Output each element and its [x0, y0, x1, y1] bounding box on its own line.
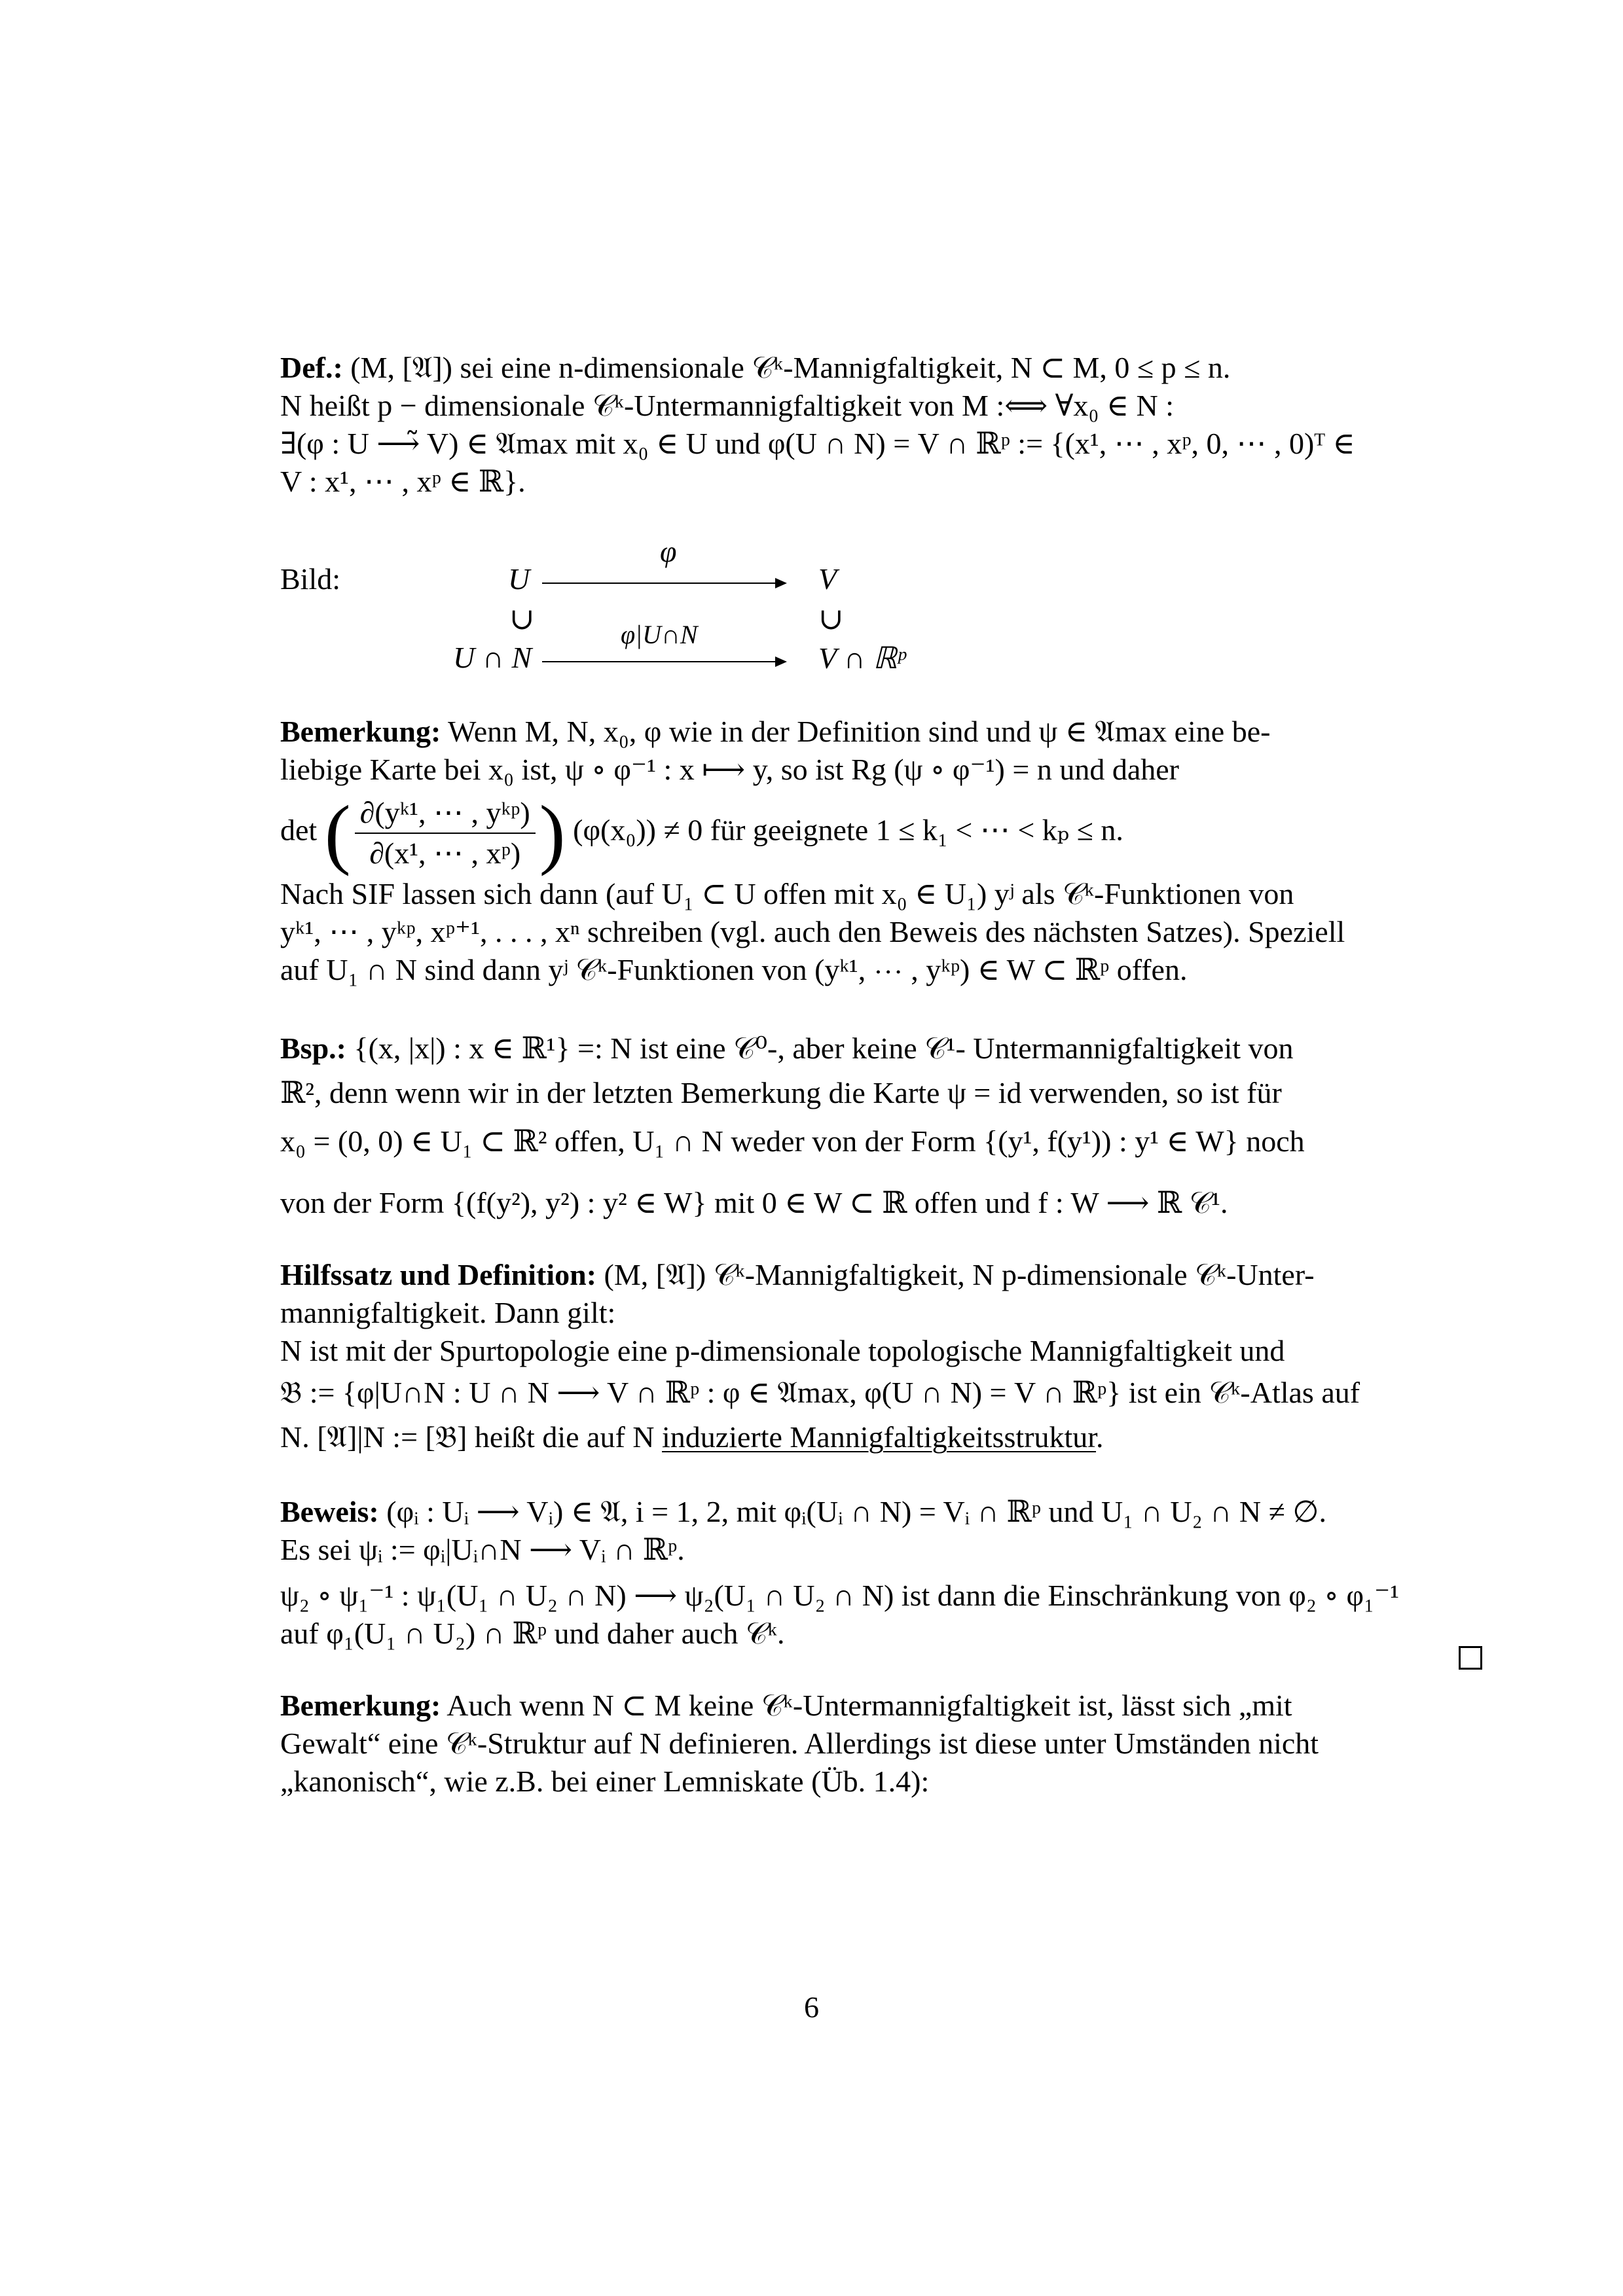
diagram-top-right: V	[818, 562, 837, 596]
def-label: Def.:	[280, 351, 343, 384]
jacobian-fraction	[355, 793, 536, 873]
diagram-bottom-arrow-label: φ|U∩N	[621, 620, 698, 649]
det-rest: (φ(x₀)) ≠ 0 für geeignete 1 ≤ k₁ < ⋯ < kₚ ≤ n.	[573, 813, 1123, 847]
remark2-line-3: „kanonisch“, wie z.B. bei einer Lemniskate (Üb. 1.4):	[280, 1765, 930, 1798]
lemma-line-4: 𝔅 := {φ|U∩N : U ∩ N ⟶ V ∩ ℝᵖ : φ ∈ 𝔄max, φ(U ∩ N) = V ∩ ℝᵖ} ist ein 𝒞ᵏ-Atlas auf	[280, 1376, 1360, 1409]
diagram-top-left: U	[508, 562, 530, 596]
right-paren: )	[539, 789, 566, 876]
diagram-bottom-left: U ∩ N	[453, 641, 532, 674]
remark1-label: Bemerkung:	[280, 715, 441, 748]
lemma-label: Hilfssatz und Definition:	[280, 1258, 597, 1291]
example-text-1: {(x, |x|) : x ∈ ℝ¹} =: N ist eine 𝒞⁰-, aber keine 𝒞¹- Untermannigfaltigkeit von	[354, 1031, 1294, 1065]
example-line-1	[280, 1030, 1498, 1067]
diagram-label: Bild:	[280, 562, 341, 596]
remark1-text-1: Wenn M, N, x₀, φ wie in der Definition sind und ψ ∈ 𝔄max eine be-	[448, 715, 1271, 748]
induced-structure-term: induzierte Mannigfaltigkeitsstruktur	[662, 1420, 1097, 1454]
diagram-bottom-arrow	[542, 661, 784, 662]
remark1-det-line	[280, 789, 1498, 876]
diagram-top-arrow-label: φ	[660, 535, 677, 568]
lemma-text-5a: N. [𝔄]|N := [𝔅] heißt die auf N	[280, 1420, 655, 1454]
det-label: det	[280, 813, 318, 847]
example-line-3: x₀ = (0, 0) ∈ U₁ ⊂ ℝ² offen, U₁ ∩ N weder von der Form {(y¹, f(y¹)) : y¹ ∈ W} noch	[280, 1124, 1305, 1158]
lemma-line-2: mannigfaltigkeit. Dann gilt:	[280, 1296, 616, 1329]
example-label: Bsp.:	[280, 1031, 346, 1065]
remark1-line-1	[280, 713, 1498, 750]
page-number: 6	[804, 1990, 819, 2024]
def-line-3: ∃(φ : U ⟶̃ V) ∈ 𝔄max mit x₀ ∈ U und φ(U ∩ N) = V ∩ ℝᵖ := {(x¹, ⋯ , xᵖ, 0, ⋯ , 0)ᵀ ∈	[280, 427, 1355, 460]
remark2-text-1: Auch wenn N ⊂ M keine 𝒞ᵏ-Untermannigfaltigkeit ist, lässt sich „mit	[447, 1689, 1292, 1722]
diagram-bottom-right: V ∩ ℝᵖ	[818, 641, 905, 675]
remark1-line-2: liebige Karte bei x₀ ist, ψ ∘ φ⁻¹ : x ⟼ y, so ist Rg (ψ ∘ φ⁻¹) = n und daher	[280, 753, 1179, 786]
remark1-line-4: Nach SIF lassen sich dann (auf U₁ ⊂ U offen mit x₀ ∈ U₁) yʲ als 𝒞ᵏ-Funktionen von	[280, 877, 1294, 910]
lemma-line-5	[280, 1419, 1498, 1456]
qed-box	[1459, 1646, 1482, 1670]
remark1-line-5: yᵏ¹, ⋯ , yᵏᵖ, xᵖ⁺¹, . . . , xⁿ schreiben (vgl. auch den Beweis des nächsten Satzes). Speziell	[280, 915, 1345, 948]
proof-text-1: (φᵢ : Uᵢ ⟶ Vᵢ) ∈ 𝔄, i = 1, 2, mit φᵢ(Uᵢ ∩ N) = Vᵢ ∩ ℝᵖ und U₁ ∩ U₂ ∩ N ≠ ∅.	[386, 1495, 1326, 1528]
def-text-1: (M, [𝔄]) sei eine n-dimensionale 𝒞ᵏ-Mannigfaltigkeit, N ⊂ M, 0 ≤ p ≤ n.	[350, 351, 1231, 384]
remark1-line-6: auf U₁ ∩ N sind dann yʲ 𝒞ᵏ-Funktionen von (yᵏ¹, ⋯ , yᵏᵖ) ∈ W ⊂ ℝᵖ offen.	[280, 953, 1188, 986]
def-line-1	[280, 350, 1498, 386]
proof-line-1	[280, 1494, 1498, 1530]
remark2-label: Bemerkung:	[280, 1689, 441, 1722]
example-line-2: ℝ², denn wenn wir in der letzten Bemerkung die Karte ψ = id verwenden, so ist für	[280, 1076, 1282, 1109]
def-line-4: V : x¹, ⋯ , xᵖ ∈ ℝ}.	[280, 465, 526, 498]
jacobian-numerator: ∂(yᵏ¹, ⋯ , yᵏᵖ)	[355, 793, 536, 834]
lemma-text-1: (M, [𝔄]) 𝒞ᵏ-Mannigfaltigkeit, N p-dimensionale 𝒞ᵏ-Unter-	[604, 1258, 1315, 1291]
def-line-2: N heißt p − dimensionale 𝒞ᵏ-Untermannigfaltigkeit von M :⟺ ∀x₀ ∈ N :	[280, 389, 1175, 422]
proof-line-2: Es sei ψᵢ := φᵢ|Uᵢ∩N ⟶ Vᵢ ∩ ℝᵖ.	[280, 1533, 685, 1566]
commutative-diagram	[280, 535, 1000, 713]
lemma-text-5c: .	[1096, 1420, 1104, 1454]
diagram-cup-right: ∪	[818, 602, 844, 636]
example-line-4: von der Form {(f(y²), y²) : y² ∈ W} mit 0 ∈ W ⊂ ℝ offen und f : W ⟶ ℝ 𝒞¹.	[280, 1186, 1228, 1219]
remark2-line-2: Gewalt“ eine 𝒞ᵏ-Struktur auf N definieren. Allerdings ist diese unter Umständen nicht	[280, 1727, 1319, 1760]
left-paren: (	[324, 789, 351, 876]
diagram-cup-left: ∪	[509, 602, 535, 636]
proof-label: Beweis:	[280, 1495, 379, 1528]
lemma-line-3: N ist mit der Spurtopologie eine p-dimensionale topologische Mannigfaltigkeit und	[280, 1334, 1285, 1367]
remark2-line-1	[280, 1687, 1498, 1724]
lemma-line-1	[280, 1257, 1498, 1293]
diagram-top-arrow	[542, 583, 784, 584]
proof-line-4: auf φ₁(U₁ ∩ U₂) ∩ ℝᵖ und daher auch 𝒞ᵏ.	[280, 1617, 785, 1650]
jacobian-denominator: ∂(x¹, ⋯ , xᵖ)	[369, 836, 521, 870]
proof-line-3: ψ₂ ∘ ψ₁⁻¹ : ψ₁(U₁ ∩ U₂ ∩ N) ⟶ ψ₂(U₁ ∩ U₂ ∩ N) ist dann die Einschränkung von φ₂ ∘ φ₁⁻¹	[280, 1579, 1400, 1612]
